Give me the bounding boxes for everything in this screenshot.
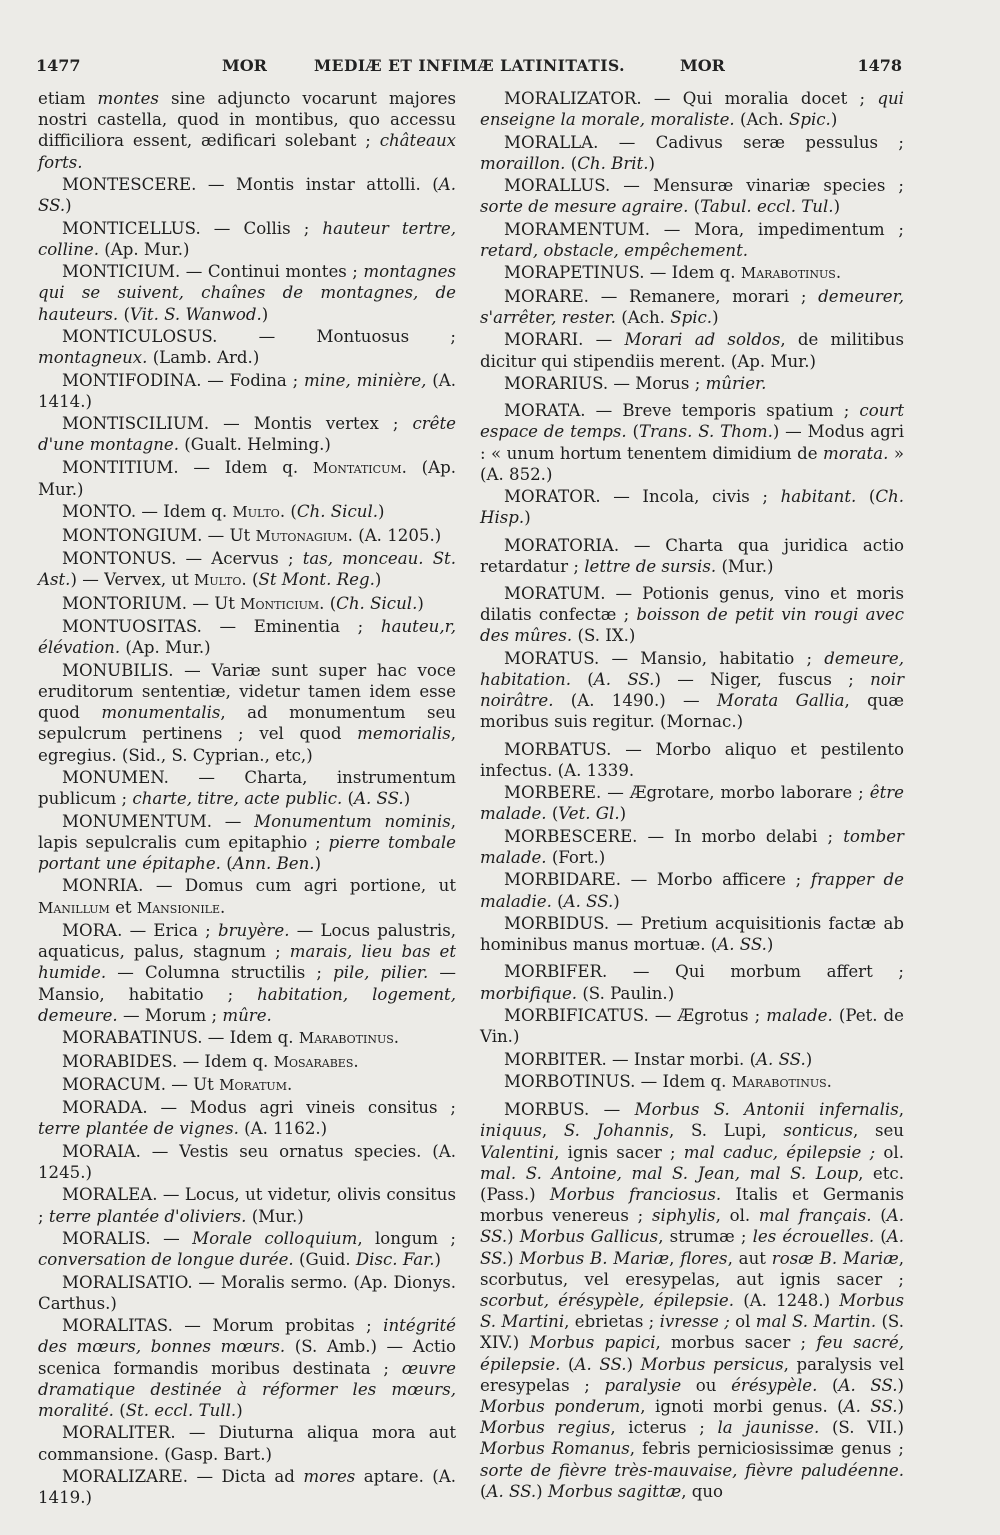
dictionary-entry: MORALIS. — Morale colloquium, longum ; conversation de longue durée. (Guid. Disc. Far.) <box>38 1229 456 1270</box>
dictionary-entry: MONTO. — Idem q. Multo. (Ch. Sicul.) <box>62 502 385 522</box>
dictionary-entry: MORBIDUS. — Pretium acquisitionis factæ ab hominibus manus mortuæ. (A. SS.) <box>480 913 904 955</box>
dictionary-entry: MONRIA. — Domus cum agri portione, ut Manillum et Mansionile. <box>38 876 456 917</box>
dictionary-entry: MONTUOSITAS. — Eminentia ; hauteu,r, élévation. (Ap. Mur.) <box>38 617 456 658</box>
dictionary-entry: MORALIZARE. — Dicta ad mores aptare. (A. 1419.) <box>38 1467 456 1508</box>
dictionary-entry: MORBIFICATUS. — Ægrotus ; malade. (Pet. de Vin.) <box>480 1005 904 1047</box>
running-title: MEDIÆ ET INFIMÆ LATINITATIS. <box>314 56 626 75</box>
dictionary-entry: MORALLUS. — Mensuræ vinariæ species ; sorte de mesure agraire. (Tabul. eccl. Tul.) <box>480 176 904 217</box>
dictionary-entry: MORAPETINUS. — Idem q. Marabotinus. <box>504 263 842 283</box>
left-guide-word: MOR <box>222 56 267 75</box>
dictionary-entry: etiam montes sine adjuncto vocarunt majores nostri castella, quod in montibus, quo accessu difficiliora essent, ædificari solebant ; châteaux forts. <box>38 89 456 172</box>
dictionary-entry: MORABATINUS. — Idem q. Marabotinus. <box>62 1028 400 1048</box>
dictionary-entry: MORAMENTUM. — Mora, impedimentum ; retard, obstacle, empêchement. <box>480 219 904 260</box>
right-page-number: 1478 <box>857 56 902 75</box>
dictionary-entry: MORBESCERE. — In morbo delabi ; tomber malade. (Fort.) <box>480 826 904 867</box>
dictionary-entry: MORBITER. — Instar morbi. (A. SS.) <box>504 1049 813 1069</box>
dictionary-entry: MONTESCERE. — Montis instar attolli. (A. SS.) <box>38 175 456 216</box>
dictionary-entry: MORBERE. — Ægrotare, morbo laborare ; être malade. (Vet. Gl.) <box>480 783 904 824</box>
dictionary-entry: MONTICULOSUS. — Montuosus ; montagneux. (Lamb. Ard.) <box>38 326 456 368</box>
dictionary-entry: MORALEA. — Locus, ut videtur, olivis consitus ; terre plantée d'oliviers. (Mur.) <box>38 1185 456 1226</box>
dictionary-entry: MONTONUS. — Acervus ; tas, monceau. St. Ast.) — Vervex, ut Multo. (St Mont. Reg.) <box>38 549 457 590</box>
right-column <box>480 88 904 1503</box>
left-column <box>38 88 456 1510</box>
left-page-number: 1477 <box>36 56 81 75</box>
dictionary-entry: MORBIDARE. — Morbo afficere ; frapper de maladie. (A. SS.) <box>480 870 904 911</box>
dictionary-entry: MORALITER. — Diuturna aliqua mora aut commansione. (Gasp. Bart.) <box>38 1423 456 1464</box>
page-header <box>36 56 902 82</box>
dictionary-entry: MONTORIUM. — Ut Monticium. (Ch. Sicul.) <box>62 593 424 613</box>
dictionary-entry: MORARIUS. — Morus ; mûrier. <box>504 373 767 393</box>
dictionary-entry: MORALISATIO. — Moralis sermo. (Ap. Dionys. Carthus.) <box>38 1272 456 1313</box>
dictionary-entry: MONUMENTUM. — Monumentum nominis, lapis sepulcralis cum epitaphio ; pierre tombale portant une épitaphe. (Ann. Ben.) <box>38 811 456 873</box>
dictionary-entry: MONTONGIUM. — Ut Mutonagium. (A. 1205.) <box>62 525 442 545</box>
dictionary-entry: MONTIFODINA. — Fodina ; mine, minière, (A. 1414.) <box>38 370 456 411</box>
dictionary-entry: MONTITIUM. — Idem q. Montaticum. (Ap. Mur.) <box>38 457 457 499</box>
dictionary-entry: MORACUM. — Ut Moratum. <box>62 1074 293 1094</box>
dictionary-entry: MORARE. — Remanere, morari ; demeurer, s'arrêter, rester. (Ach. Spic.) <box>480 286 904 327</box>
dictionary-entry: MORABIDES. — Idem q. Mosarabes. <box>62 1051 359 1071</box>
dictionary-entry: MORARI. — Morari ad soldos, de militibus dicitur qui stipendiis merent. (Ap. Mur.) <box>480 330 904 371</box>
dictionary-entry: MONUBILIS. — Variæ sunt super hac voce eruditorum sententiæ, videtur tamen idem esse quod monumentalis, ad monumentum seu sepulcrum pertinens ; vel quod memorialis, egregius. (Sid., S. Cyprian., etc,) <box>38 660 456 765</box>
dictionary-entry: MORADA. — Modus agri vineis consitus ; terre plantée de vignes. (A. 1162.) <box>38 1098 456 1139</box>
dictionary-entry: MONUMEN. — Charta, instrumentum publicum ; charte, titre, acte public. (A. SS.) <box>38 767 456 809</box>
dictionary-entry: MORBUS. — Morbus S. Antonii infernalis, iniquus, S. Johannis, S. Lupi, sonticus, seu Valentini, ignis sacer ; mal caduc, épilepsie ; ol. mal. S. Antoine, mal S. Jean, mal S. Loup, etc. (Pass.) Morbus franciosus. Italis et Germanis morbus venereus ; siphylis, ol. mal français. (A. SS.) Morbus Gallicus, strumæ ; les écrouelles. (A. SS.) Morbus B. Mariæ, flores, aut rosæ B. Mariæ, scorbutus, vel eresypelas, aut ignis sacer ; scorbut, érésypèle, épilepsie. (A. 1248.) Morbus S. Martini, ebrietas ; ivresse ; ol mal S. Martin. (S. XIV.) Morbus papici, morbus sacer ; feu sacré, épilepsie. (A. SS.) Morbus persicus, paralysis vel eresypelas ; paralysie ou érésypèle. (A. SS.) Morbus ponderum, ignoti morbi genus. (A. SS.) Morbus regius, icterus ; la jaunisse. (S. VII.) Morbus Romanus, febris perniciosissimæ genus ; sorte de fièvre très-mauvaise, fièvre paludéenne. (A. SS.) Morbus sagittæ, quo <box>480 1100 905 1501</box>
dictionary-entry: MORALIZATOR. — Qui moralia docet ; qui enseigne la morale, moraliste. (Ach. Spic.) <box>480 89 904 130</box>
dictionary-entry: MORALLA. — Cadivus seræ pessulus ; moraillon. (Ch. Brit.) <box>480 132 904 173</box>
dictionary-entry: MONTISCILIUM. — Montis vertex ; crête d'une montagne. (Gualt. Helming.) <box>38 414 456 455</box>
dictionary-entry: MONTICIUM. — Continui montes ; montagnes qui se suivent, chaînes de montagnes, de hauteurs. (Vit. S. Wanwod.) <box>38 262 456 324</box>
dictionary-entry: MORATOR. — Incola, civis ; habitant. (Ch. Hisp.) <box>480 487 905 528</box>
dictionary-entry: MORAIA. — Vestis seu ornatus species. (A. 1245.) <box>38 1141 456 1183</box>
dictionary-entry: MORBOTINUS. — Idem q. Marabotinus. <box>504 1071 832 1091</box>
dictionary-entry: MORATA. — Breve temporis spatium ; court espace de temps. (Trans. S. Thom.) — Modus agri : « unum hortum tenentem dimidium de morata. » (A. 852.) <box>480 401 905 484</box>
dictionary-entry: MORALITAS. — Morum probitas ; intégrité des mœurs, bonnes mœurs. (S. Amb.) — Actio scenica formandis moribus destinata ; œuvre dramatique destinée à réformer les mœurs, moralité. (St. eccl. Tull.) <box>38 1316 456 1421</box>
dictionary-entry: MONTICELLUS. — Collis ; hauteur tertre, colline. (Ap. Mur.) <box>38 218 456 259</box>
dictionary-entry: MORBATUS. — Morbo aliquo et pestilento infectus. (A. 1339. <box>480 739 904 780</box>
right-guide-word: MOR <box>680 56 725 75</box>
dictionary-entry: MORATUS. — Mansio, habitatio ; demeure, habitation. (A. SS.) — Niger, fuscus ; noir noirâtre. (A. 1490.) — Morata Gallia, quæ moribus suis regitur. (Mornac.) <box>480 648 905 732</box>
dictionary-entry: MORATORIA. — Charta qua juridica actio retardatur ; lettre de sursis. (Mur.) <box>480 535 904 576</box>
dictionary-entry: MORATUM. — Potionis genus, vino et moris dilatis confectæ ; boisson de petit vin rougi avec des mûres. (S. IX.) <box>480 583 905 646</box>
dictionary-entry: MORBIFER. — Qui morbum affert ; morbifique. (S. Paulin.) <box>480 962 904 1003</box>
dictionary-entry: MORA. — Erica ; bruyère. — Locus palustris, aquaticus, palus, stagnum ; marais, lieu bas et humide. — Columna structilis ; pile, pilier. — Mansio, habitatio ; habitation, logement, demeure. — Morum ; mûre. <box>38 920 457 1025</box>
